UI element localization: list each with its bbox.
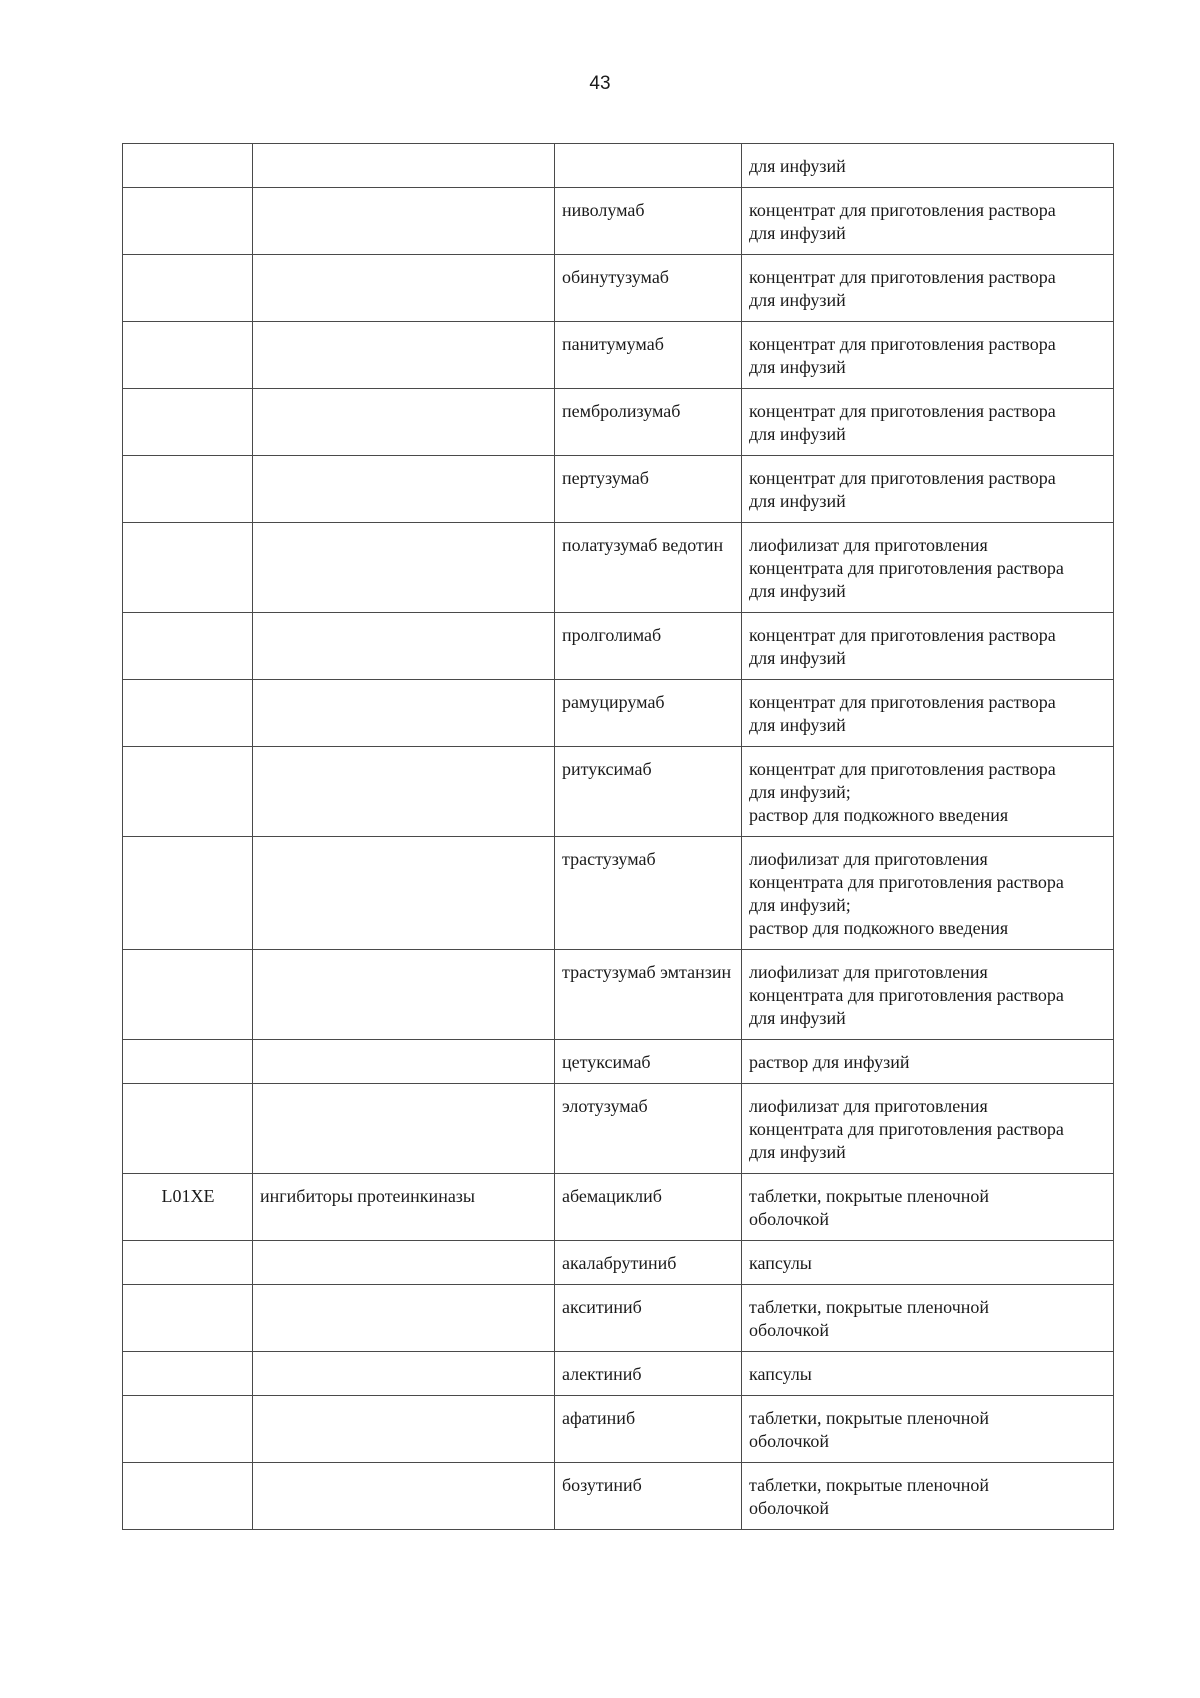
pharmacological-group-cell xyxy=(253,837,555,950)
drug-name-cell xyxy=(555,144,742,188)
dosage-form-line: таблетки, покрытые пленочной xyxy=(749,1475,990,1495)
pharmacological-group-cell xyxy=(253,1396,555,1463)
dosage-form-line: для инфузий xyxy=(749,715,846,735)
dosage-form-line: капсулы xyxy=(749,1364,812,1384)
pharmacological-group-cell xyxy=(253,1040,555,1084)
dosage-form-cell xyxy=(742,255,1114,322)
dosage-form-line: для инфузий xyxy=(749,290,846,310)
dosage-form-cell xyxy=(742,1040,1114,1084)
dosage-form-line: для инфузий xyxy=(749,424,846,444)
dosage-form-cell xyxy=(742,1352,1114,1396)
pharmacological-group-cell xyxy=(253,613,555,680)
dosage-form-line: для инфузий xyxy=(749,156,846,176)
atc-code-cell xyxy=(123,613,253,680)
dosage-form-cell xyxy=(742,747,1114,837)
dosage-form-line: для инфузий xyxy=(749,581,846,601)
drug-name-cell: ритуксимаб xyxy=(555,747,742,837)
atc-code-cell xyxy=(123,950,253,1040)
table-row xyxy=(123,950,1114,1040)
dosage-form-line: концентрата для приготовления раствора xyxy=(749,872,1064,892)
table-row xyxy=(123,837,1114,950)
drug-name-cell: трастузумаб xyxy=(555,837,742,950)
dosage-form-cell xyxy=(742,188,1114,255)
atc-code-cell xyxy=(123,322,253,389)
dosage-form-line: оболочкой xyxy=(749,1209,829,1229)
table-body xyxy=(123,144,1114,1530)
table-row xyxy=(123,1285,1114,1352)
table-row xyxy=(123,523,1114,613)
pharmacological-group-cell xyxy=(253,523,555,613)
pharmacological-group-cell xyxy=(253,188,555,255)
dosage-form-cell xyxy=(742,1084,1114,1174)
dosage-form-cell xyxy=(742,1396,1114,1463)
dosage-form-line: концентрат для приготовления раствора xyxy=(749,468,1056,488)
dosage-form-line: концентрата для приготовления раствора xyxy=(749,1119,1064,1139)
dosage-form-line: лиофилизат для приготовления xyxy=(749,849,988,869)
dosage-form-line: концентрат для приготовления раствора xyxy=(749,267,1056,287)
dosage-form-cell xyxy=(742,456,1114,523)
drug-name-cell: трастузумаб эмтанзин xyxy=(555,950,742,1040)
drug-name-cell: полатузумаб ведотин xyxy=(555,523,742,613)
pharmacological-group-cell xyxy=(253,456,555,523)
drug-name-cell: акситиниб xyxy=(555,1285,742,1352)
pharmacological-group-cell xyxy=(253,322,555,389)
dosage-form-line: концентрата для приготовления раствора xyxy=(749,558,1064,578)
dosage-form-line: таблетки, покрытые пленочной xyxy=(749,1297,990,1317)
table-row xyxy=(123,1463,1114,1530)
dosage-form-line: для инфузий xyxy=(749,357,846,377)
drug-name-cell: акалабрутиниб xyxy=(555,1241,742,1285)
dosage-form-line: концентрата для приготовления раствора xyxy=(749,985,1064,1005)
dosage-form-line: раствор для подкожного введения xyxy=(749,918,1009,938)
dosage-form-line: концентрат для приготовления раствора xyxy=(749,692,1056,712)
drug-name-cell: ниволумаб xyxy=(555,188,742,255)
page-number: 43 xyxy=(589,73,611,94)
dosage-form-line: для инфузий xyxy=(749,1008,846,1028)
table-row xyxy=(123,1352,1114,1396)
drug-name-cell: пролголимаб xyxy=(555,613,742,680)
dosage-form-cell xyxy=(742,523,1114,613)
atc-code-cell xyxy=(123,1040,253,1084)
pharmacological-group-cell xyxy=(253,950,555,1040)
dosage-form-line: лиофилизат для приготовления xyxy=(749,1096,988,1116)
atc-code-cell xyxy=(123,456,253,523)
drug-name-cell: афатиниб xyxy=(555,1396,742,1463)
dosage-form-cell xyxy=(742,1285,1114,1352)
table-row xyxy=(123,747,1114,837)
atc-code-cell xyxy=(123,523,253,613)
dosage-form-line: для инфузий; xyxy=(749,782,851,802)
atc-code-cell xyxy=(123,1285,253,1352)
atc-code-cell xyxy=(123,255,253,322)
pharmacological-group-cell xyxy=(253,1241,555,1285)
dosage-form-line: оболочкой xyxy=(749,1431,829,1451)
atc-code-cell xyxy=(123,1396,253,1463)
pharmacological-group-cell xyxy=(253,144,555,188)
drug-name-cell: бозутиниб xyxy=(555,1463,742,1530)
dosage-form-cell xyxy=(742,389,1114,456)
drug-name-cell: цетуксимаб xyxy=(555,1040,742,1084)
dosage-form-line: концентрат для приготовления раствора xyxy=(749,401,1056,421)
dosage-form-line: капсулы xyxy=(749,1253,812,1273)
table-row xyxy=(123,680,1114,747)
dosage-form-cell xyxy=(742,680,1114,747)
atc-code-cell xyxy=(123,1352,253,1396)
atc-code-cell xyxy=(123,1084,253,1174)
table-row xyxy=(123,1040,1114,1084)
atc-code-cell xyxy=(123,680,253,747)
dosage-form-line: оболочкой xyxy=(749,1320,829,1340)
table-row xyxy=(123,1396,1114,1463)
pharmacological-group-cell xyxy=(253,1463,555,1530)
dosage-form-line: таблетки, покрытые пленочной xyxy=(749,1186,990,1206)
dosage-form-line: концентрат для приготовления раствора xyxy=(749,200,1056,220)
pharmacological-group-cell xyxy=(253,1084,555,1174)
dosage-form-cell xyxy=(742,1463,1114,1530)
atc-code-cell xyxy=(123,1463,253,1530)
pharmacological-group-cell xyxy=(253,747,555,837)
dosage-form-line: концентрат для приготовления раствора xyxy=(749,625,1056,645)
dosage-form-cell xyxy=(742,322,1114,389)
pharmacological-group-cell xyxy=(253,1285,555,1352)
atc-code-cell: L01XE xyxy=(123,1174,253,1241)
dosage-form-line: лиофилизат для приготовления xyxy=(749,962,988,982)
dosage-form-line: раствор для инфузий xyxy=(749,1052,910,1072)
dosage-form-cell xyxy=(742,1241,1114,1285)
dosage-form-line: для инфузий xyxy=(749,1142,846,1162)
table-row xyxy=(123,1084,1114,1174)
table-row xyxy=(123,144,1114,188)
dosage-form-cell xyxy=(742,613,1114,680)
table-row xyxy=(123,1241,1114,1285)
drug-name-cell: панитумумаб xyxy=(555,322,742,389)
table-row xyxy=(123,456,1114,523)
table-row xyxy=(123,255,1114,322)
dosage-form-line: таблетки, покрытые пленочной xyxy=(749,1408,990,1428)
dosage-form-cell xyxy=(742,837,1114,950)
atc-code-cell xyxy=(123,837,253,950)
pharmacological-group-cell xyxy=(253,255,555,322)
drug-name-cell: обинутузумаб xyxy=(555,255,742,322)
pharmacological-group-cell: ингибиторы протеинкиназы xyxy=(253,1174,555,1241)
atc-code-cell xyxy=(123,389,253,456)
dosage-form-cell xyxy=(742,950,1114,1040)
dosage-form-line: для инфузий; xyxy=(749,895,851,915)
table-row xyxy=(123,322,1114,389)
dosage-form-line: оболочкой xyxy=(749,1498,829,1518)
table-row xyxy=(123,188,1114,255)
table-row xyxy=(123,389,1114,456)
pharmacological-group-cell xyxy=(253,1352,555,1396)
atc-code-cell xyxy=(123,144,253,188)
atc-code-cell xyxy=(123,747,253,837)
dosage-form-line: концентрат для приготовления раствора xyxy=(749,334,1056,354)
dosage-form-line: для инфузий xyxy=(749,223,846,243)
dosage-form-line: лиофилизат для приготовления xyxy=(749,535,988,555)
dosage-form-line: раствор для подкожного введения xyxy=(749,805,1009,825)
dosage-form-line: для инфузий xyxy=(749,491,846,511)
pharmacological-group-cell xyxy=(253,389,555,456)
drug-table xyxy=(122,143,1114,1530)
drug-name-cell: алектиниб xyxy=(555,1352,742,1396)
drug-name-cell: элотузумаб xyxy=(555,1084,742,1174)
dosage-form-cell xyxy=(742,144,1114,188)
drug-name-cell: пембролизумаб xyxy=(555,389,742,456)
atc-code-cell xyxy=(123,188,253,255)
dosage-form-cell xyxy=(742,1174,1114,1241)
table-row xyxy=(123,613,1114,680)
drug-name-cell: пертузумаб xyxy=(555,456,742,523)
drug-name-cell: абемациклиб xyxy=(555,1174,742,1241)
dosage-form-line: для инфузий xyxy=(749,648,846,668)
pharmacological-group-cell xyxy=(253,680,555,747)
atc-code-cell xyxy=(123,1241,253,1285)
dosage-form-line: концентрат для приготовления раствора xyxy=(749,759,1056,779)
table-row xyxy=(123,1174,1114,1241)
drug-name-cell: рамуцирумаб xyxy=(555,680,742,747)
